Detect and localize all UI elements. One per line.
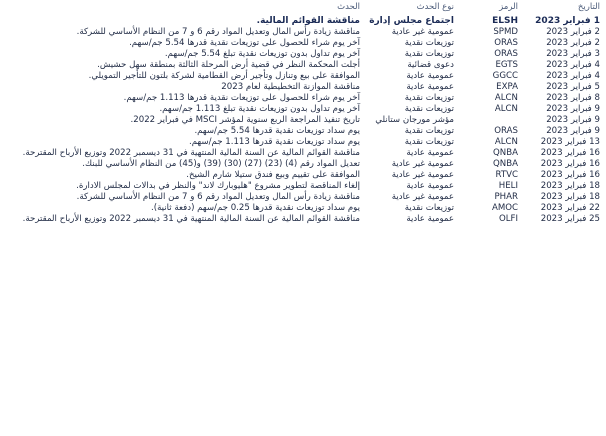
event-symbol: PHAR: [494, 192, 518, 202]
event-symbol: ORAS: [494, 49, 518, 59]
event-date: 16 فبراير 2023: [540, 170, 600, 180]
event-symbol: ALCN: [494, 93, 518, 103]
event-date: 3 فبراير 2023: [546, 49, 600, 59]
event-symbol: ORAS: [494, 126, 518, 136]
event-type: توزيعات نقدية: [404, 38, 454, 48]
events-table-body: [0, 16, 606, 225]
event-date: 2 فبراير 2023: [546, 38, 600, 48]
table-row: [0, 60, 606, 71]
event-description: مناقشة القوائم المالية عن السنة المالية المنتهية في 31 ديسمبر 2022 وتوزيع الأرباح المقترحة.: [22, 214, 360, 224]
table-row: [0, 214, 606, 225]
event-type: توزيعات نقدية: [404, 104, 454, 114]
event-type: عمومية عادية: [406, 71, 454, 81]
event-type: عمومية عادية: [406, 82, 454, 92]
table-row: [0, 159, 606, 170]
event-type: عمومية عادية: [406, 214, 454, 224]
table-row: [0, 181, 606, 192]
event-symbol: QNBA: [493, 159, 518, 169]
event-type: توزيعات نقدية: [404, 49, 454, 59]
event-description: يوم سداد توزيعات نقدية قدرها 1.113 جم/سهم.: [188, 137, 360, 147]
event-description: الموافقة على تقييم وبيع فندق ستيلا شارم الشيخ.: [186, 170, 360, 180]
event-date: 9 فبراير 2023: [546, 104, 600, 114]
event-type: عمومية غير عادية: [391, 159, 454, 169]
event-symbol: EGTS: [495, 60, 518, 70]
event-date: 1 فبراير 2023: [535, 16, 600, 26]
header-symbol: الرمز: [499, 2, 518, 12]
event-symbol: SPMD: [493, 27, 518, 37]
event-date: 4 فبراير 2023: [546, 60, 600, 70]
table-row: [0, 71, 606, 82]
event-description: يوم سداد توزيعات نقدية قدرها 5.54 جم/سهم.: [194, 126, 360, 136]
event-date: 5 فبراير 2023: [546, 82, 600, 92]
event-description: آخر يوم شراء للحصول على توزيعات نقدية قدرها 1.113 جم/سهم.: [123, 93, 360, 103]
event-date: 4 فبراير 2023: [546, 71, 600, 81]
event-type: دعوى قضائية: [407, 60, 454, 70]
table-header: [0, 0, 606, 16]
event-date: 9 فبراير 2023: [546, 115, 600, 125]
table-row: [0, 137, 606, 148]
table-row: [0, 82, 606, 93]
table-row: [0, 104, 606, 115]
event-symbol: ALCN: [494, 104, 518, 114]
event-type: عمومية عادية: [406, 148, 454, 158]
event-description: إلغاء المناقصة لتطوير مشروع "هليوبارك لاند" والنظر في بدالات لمجلس الادارة.: [76, 181, 360, 191]
event-type: عمومية غير عادية: [391, 192, 454, 202]
event-date: 8 فبراير 2023: [546, 93, 600, 103]
table-row: [0, 93, 606, 104]
table-row: [0, 27, 606, 38]
event-description: آخر يوم تداول بدون توزيعات نقدية تبلغ 5.54 جم/سهم.: [164, 49, 360, 59]
event-type: توزيعات نقدية: [404, 203, 454, 213]
event-date: 18 فبراير 2023: [540, 181, 600, 191]
event-description: يوم سداد توزيعات نقدية قدرها 0.25 جم/سهم (دفعة ثانية).: [150, 203, 360, 213]
event-description: مناقشة الموازنة التخطيطية لعام 2023: [221, 82, 360, 92]
event-type: عمومية غير عادية: [391, 170, 454, 180]
event-type: اجتماع مجلس إدارة: [369, 16, 454, 26]
table-row: [0, 170, 606, 181]
event-description: أجلت المحكمة النظر في قضية أرض المرحلة الثالثة بمنطقة سهل حشيش.: [97, 60, 360, 70]
event-date: 16 فبراير 2023: [540, 148, 600, 158]
event-description: الموافقة على بيع وتنازل وتأجير أرض القطامية لشركة بلتون للتأجير التمويلي.: [88, 71, 360, 81]
event-symbol: ORAS: [494, 38, 518, 48]
table-row: [0, 38, 606, 49]
event-date: 18 فبراير 2023: [540, 192, 600, 202]
event-type: عمومية غير عادية: [391, 27, 454, 37]
event-type: توزيعات نقدية: [404, 126, 454, 136]
event-symbol: RTVC: [495, 170, 518, 180]
event-symbol: OLFI: [498, 214, 518, 224]
event-description: مناقشة زيادة رأس المال وتعديل المواد رقم 6 و 7 من النظام الأساسي للشركة.: [76, 27, 360, 37]
event-description: تاريخ تنفيذ المراجعة الربع سنوية لمؤشر MSCI في فبراير 2022.: [130, 115, 360, 125]
event-type: مؤشر مورجان ستانلي: [375, 115, 454, 125]
table-row: [0, 148, 606, 159]
event-date: 2 فبراير 2023: [546, 27, 600, 37]
event-date: 9 فبراير 2023: [546, 126, 600, 136]
table-row: [0, 115, 606, 126]
table-row: [0, 192, 606, 203]
event-description: مناقشة القوائم المالية عن السنة المالية المنتهية في 31 ديسمبر 2022 وتوزيع الأرباح المقترحة.: [22, 148, 360, 158]
event-type: توزيعات نقدية: [404, 137, 454, 147]
header-type: نوع الحدث: [416, 2, 454, 12]
event-type: توزيعات نقدية: [404, 93, 454, 103]
event-symbol: ELSH: [492, 16, 518, 26]
event-type: عمومية عادية: [406, 181, 454, 191]
event-symbol: GGCC: [492, 71, 518, 81]
event-date: 22 فبراير 2023: [540, 203, 600, 213]
event-symbol: AMOC: [491, 203, 518, 213]
event-description: مناقشة القوائم المالية.: [256, 16, 360, 26]
event-date: 13 فبراير 2023: [540, 137, 600, 147]
event-symbol: ALCN: [494, 137, 518, 147]
table-row: [0, 126, 606, 137]
event-description: آخر يوم شراء للحصول على توزيعات نقدية قدرها 5.54 جم/سهم.: [129, 38, 360, 48]
event-symbol: QNBA: [493, 148, 518, 158]
header-date: التاريخ: [577, 2, 600, 12]
event-symbol: EXPA: [496, 82, 518, 92]
event-description: آخر يوم تداول بدون توزيعات نقدية تبلغ 1.113 جم/سهم.: [159, 104, 360, 114]
event-symbol: HELI: [498, 181, 518, 191]
event-description: مناقشة زيادة رأس المال وتعديل المواد رقم 6 و 7 من النظام الأساسي للشركة.: [76, 192, 360, 202]
table-row: [0, 49, 606, 60]
table-row: [0, 16, 606, 27]
table-row: [0, 203, 606, 214]
event-description: تعديل المواد رقم (4) (23) (27) (30) (39) و(45) من النظام الأساسي للبنك.: [82, 159, 360, 169]
header-event: الحدث: [337, 2, 360, 12]
event-date: 25 فبراير 2023: [540, 214, 600, 224]
event-date: 16 فبراير 2023: [540, 159, 600, 169]
event-symbol: [458, 115, 518, 126]
